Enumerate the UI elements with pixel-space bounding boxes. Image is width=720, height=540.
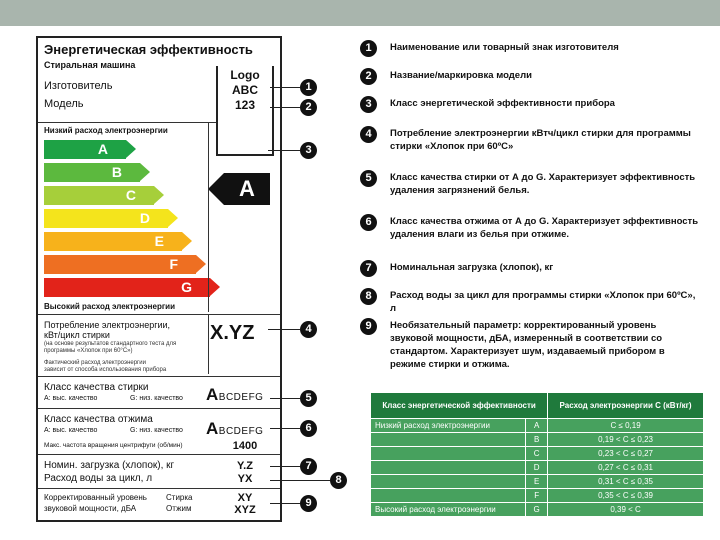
spin-class-rest: BCDEFG <box>218 426 264 437</box>
high-consumption-label: Высокий расход электроэнергии <box>44 302 176 311</box>
class-bar-letter: A <box>97 141 108 157</box>
table-cell-label <box>371 475 526 489</box>
table-cell-label: Низкий расход электроэнергии <box>371 419 526 433</box>
model-text: 123 <box>234 98 256 112</box>
callout-line <box>270 480 330 481</box>
wash-class-value: A <box>206 385 219 404</box>
current-class-arrow <box>208 173 270 205</box>
table-row <box>371 489 704 503</box>
legend-number: 5 <box>360 170 377 187</box>
class-bar-letter: D <box>139 210 150 226</box>
callout-number: 5 <box>300 390 317 407</box>
legend-text: Потребление электроэнергии кВтч/цикл стирки для программы стирки «Хлопок при 60ºС» <box>390 128 691 152</box>
model-label: Модель <box>44 98 84 110</box>
table-cell-range: 0,23 < C ≤ 0,27 <box>548 447 704 461</box>
energy-note-2: программы «Хлопок при 60°С») <box>44 348 133 354</box>
table-cell-label <box>371 489 526 503</box>
top-bar <box>0 0 720 26</box>
callout-number: 9 <box>300 495 317 512</box>
efficiency-table <box>370 392 704 517</box>
callout-line <box>270 107 300 108</box>
divider <box>38 122 216 123</box>
legend-number: 8 <box>360 288 377 305</box>
legend-number: 9 <box>360 318 377 335</box>
table-cell-range: 0,31 < C ≤ 0,35 <box>548 475 704 489</box>
class-bar-a <box>44 140 126 159</box>
callout-number: 8 <box>330 472 347 489</box>
legend-text: Название/маркировка модели <box>390 70 532 81</box>
table-row <box>371 461 704 475</box>
legend-text: Класс качества отжима от А до G. Характеризует эффективность удаления влаги из белья при отжиме. <box>390 216 699 240</box>
legend-text: Необязательный параметр: корректированный уровень звуковой мощности, дБА, измеренный в соответствии со стандартом. Характеризует шум, издаваемый прибором в режиме стирки и отжима. <box>390 320 665 370</box>
table-cell-cls: B <box>526 433 548 447</box>
class-bar-e <box>44 232 182 251</box>
callout-number: 7 <box>300 458 317 475</box>
energy-note-3: Фактический расход электроэнергии <box>44 360 146 366</box>
legend-text: Класс качества стирки от А до G. Характеризует эффективность удаления загрязнений белья. <box>390 172 696 196</box>
divider <box>38 376 280 377</box>
table-cell-range: C ≤ 0,19 <box>548 419 704 433</box>
table-row <box>371 419 704 433</box>
low-consumption-label: Низкий расход электроэнергии <box>44 126 168 135</box>
capacity-value: Y.Z <box>237 460 253 472</box>
callout-number: 2 <box>300 99 317 116</box>
spin-class-value: A <box>206 419 219 438</box>
table-cell-range: 0,19 < C ≤ 0,23 <box>548 433 704 447</box>
wash-class-label: Класс качества стирки <box>44 382 149 393</box>
noise-spin-label: Отжим <box>166 504 192 513</box>
capacity-label: Номин. загрузка (хлопок), кг <box>44 460 175 471</box>
label-title: Энергетическая эффективность <box>44 42 253 57</box>
callout-number: 6 <box>300 420 317 437</box>
table-cell-label <box>371 461 526 475</box>
spin-class-scale <box>206 419 263 439</box>
energy-value: X.YZ <box>210 322 255 344</box>
class-bar-letter: B <box>111 164 122 180</box>
callout-line <box>268 150 300 151</box>
arrow-tip <box>208 173 224 205</box>
class-bar-c <box>44 186 154 205</box>
divider <box>208 314 209 374</box>
table-cell-cls: G <box>526 503 548 517</box>
spin-speed-label: Макс. частота вращения центрифуги (об/мин) <box>44 442 183 449</box>
noise-label-1: Корректированный уровень <box>44 493 147 502</box>
spin-scale-right: G: низ. качество <box>130 427 183 434</box>
legend-number: 7 <box>360 260 377 277</box>
noise-label-2: звуковой мощности, дБА <box>44 504 137 513</box>
energy-label <box>36 36 282 522</box>
wash-class-scale <box>206 385 263 405</box>
table-cell-label: Высокий расход электроэнергии <box>371 503 526 517</box>
label-subtitle: Стиральная машина <box>44 60 136 70</box>
table-cell-cls: F <box>526 489 548 503</box>
spin-speed-value: 1400 <box>232 440 258 452</box>
divider <box>38 488 280 489</box>
current-class: A <box>224 173 270 205</box>
table-row <box>371 475 704 489</box>
table-cell-cls: C <box>526 447 548 461</box>
class-bar-f <box>44 255 196 274</box>
table-cell-cls: E <box>526 475 548 489</box>
class-bar-letter: G <box>181 279 192 295</box>
table-row <box>371 447 704 461</box>
legend-text: Расход воды за цикл для программы стирки «Хлопок при 60ºС», л <box>390 290 696 314</box>
table-cell-range: 0,35 < C ≤ 0,39 <box>548 489 704 503</box>
callout-number: 4 <box>300 321 317 338</box>
legend-number: 4 <box>360 126 377 143</box>
legend-number: 1 <box>360 40 377 57</box>
class-bar-g <box>44 278 210 297</box>
callout-line <box>270 87 300 88</box>
water-label: Расход воды за цикл, л <box>44 473 153 484</box>
legend-text: Наименование или товарный знак изготовителя <box>390 42 619 53</box>
callout-number: 1 <box>300 79 317 96</box>
class-bar-letter: C <box>125 187 136 203</box>
table-cell-cls: A <box>526 419 548 433</box>
callout-line <box>270 503 300 504</box>
noise-wash-value: XY <box>237 492 253 504</box>
energy-note-1: (на основе результатов стандартного теста для <box>44 341 177 347</box>
table-cell-label <box>371 447 526 461</box>
energy-note-4: зависит от способа использования прибора <box>44 367 167 373</box>
logo-box <box>216 66 274 156</box>
callout-line <box>270 398 300 399</box>
logo-text: Logo <box>230 68 260 82</box>
class-bar-letter: F <box>169 256 178 272</box>
legend-text: Номинальная загрузка (хлопок), кг <box>390 262 554 273</box>
table-row <box>371 503 704 517</box>
table-row <box>371 433 704 447</box>
class-bar-d <box>44 209 168 228</box>
table-header-consumption: Расход электроэнергии С (кВт/кг) <box>548 393 704 419</box>
divider <box>38 408 280 409</box>
brand-text: ABC <box>232 83 258 97</box>
legend-number: 6 <box>360 214 377 231</box>
noise-wash-label: Стирка <box>166 493 193 502</box>
legend-text: Класс энергетической эффективности прибора <box>390 98 615 109</box>
class-bar-b <box>44 163 140 182</box>
callout-number: 3 <box>300 142 317 159</box>
divider <box>208 122 209 312</box>
divider <box>38 454 280 455</box>
legend-number: 3 <box>360 96 377 113</box>
table-header-class: Класс энергетической эффективности <box>371 393 548 419</box>
spin-class-label: Класс качества отжима <box>44 414 153 425</box>
wash-scale-left: А: выс. качество <box>44 395 98 402</box>
table-cell-range: 0,27 < C ≤ 0,31 <box>548 461 704 475</box>
divider <box>38 314 280 315</box>
legend-number: 2 <box>360 68 377 85</box>
water-value: YX <box>237 473 253 485</box>
class-bar-letter: E <box>154 233 164 249</box>
table-cell-label <box>371 433 526 447</box>
manufacturer-label: Изготовитель <box>44 80 113 92</box>
callout-line <box>270 466 300 467</box>
callout-line <box>270 428 300 429</box>
table-cell-cls: D <box>526 461 548 475</box>
spin-scale-left: А: выс. качество <box>44 427 98 434</box>
energy-title-2: кВт/цикл стирки <box>44 330 110 340</box>
callout-line <box>268 329 300 330</box>
noise-spin-value: XYZ <box>234 504 256 516</box>
table-cell-range: 0,39 < C <box>548 503 704 517</box>
energy-title-1: Потребление электроэнергии, <box>44 320 171 330</box>
wash-class-rest: BCDEFG <box>218 392 264 403</box>
wash-scale-right: G: низ. качество <box>130 395 183 402</box>
